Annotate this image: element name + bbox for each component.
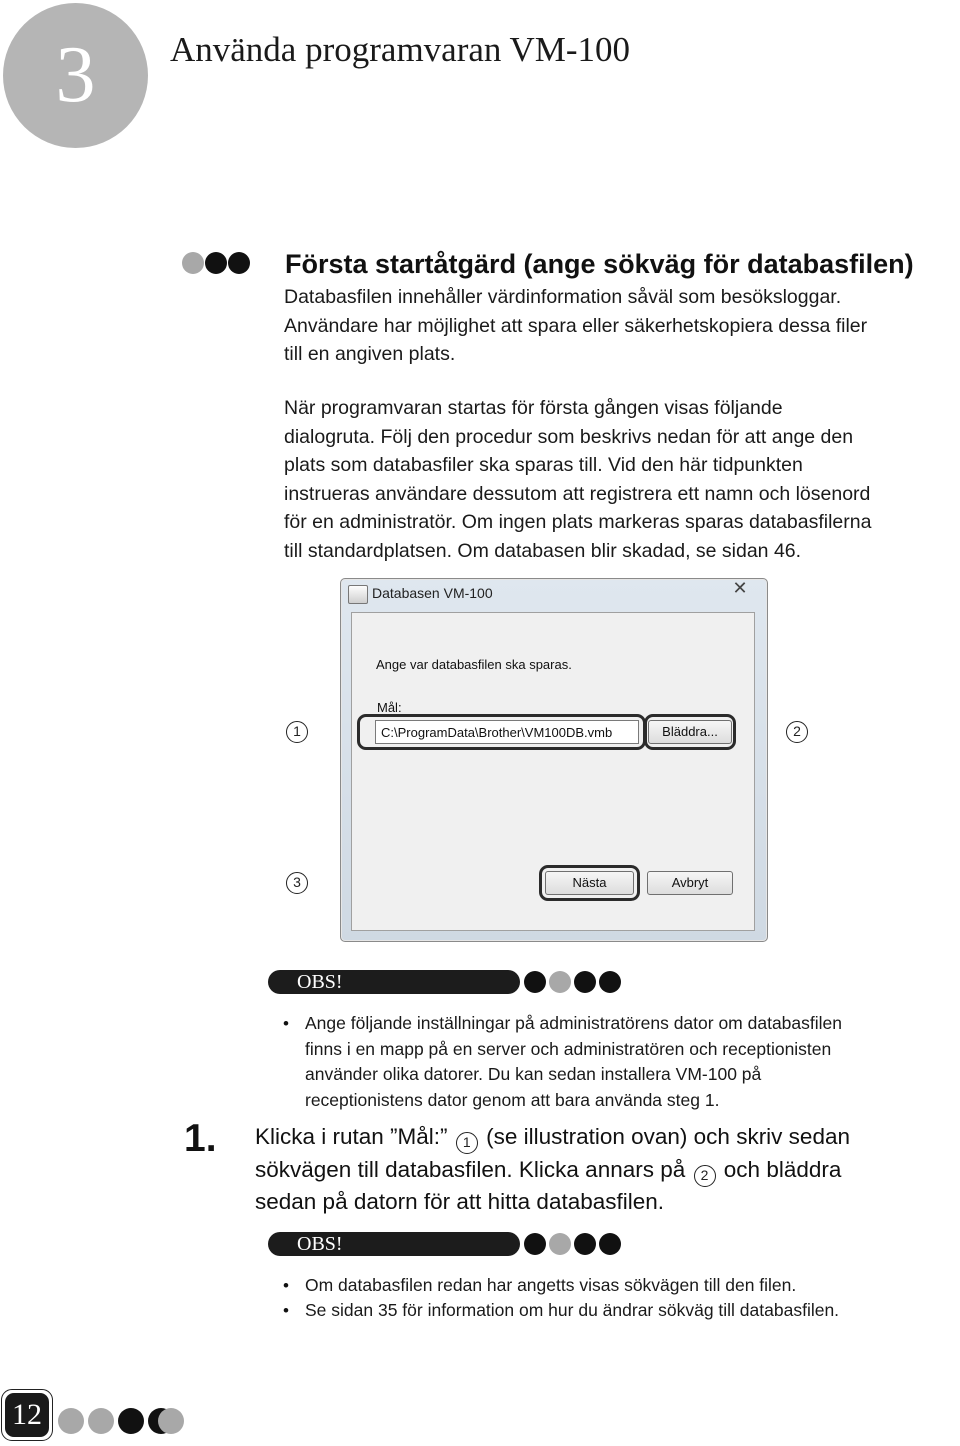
step-text-part: och bläddra — [723, 1156, 842, 1182]
section-dot-3 — [228, 252, 250, 274]
inline-callout-1: 1 — [456, 1132, 478, 1154]
callout-3: 3 — [286, 872, 308, 894]
footer-dot — [118, 1408, 144, 1434]
footer-dot — [158, 1408, 184, 1434]
chapter-title: Använda programvaran VM-100 — [170, 30, 631, 69]
paragraph-line: När programvaran startas för första gången visas följande — [284, 397, 783, 419]
app-icon — [348, 585, 368, 604]
page-number: 12 — [12, 1398, 42, 1431]
note-dot — [549, 971, 571, 993]
note-dot — [574, 971, 596, 993]
note-label: OBS! — [297, 971, 343, 993]
cancel-button[interactable]: Avbryt — [647, 871, 733, 895]
paragraph-line: instrueras användare dessutom att registrera ett namn och lösenord — [284, 482, 871, 505]
step-text-part: sedan på datorn för att hitta databasfilen. — [255, 1189, 665, 1214]
note-dot — [599, 1233, 621, 1255]
note-line: finns i en mapp på en server och administratören och receptionisten — [305, 1038, 832, 1059]
paragraph-line: till en angiven plats. — [284, 343, 456, 365]
dialog-prompt: Ange var databasfilen ska sparas. — [376, 657, 572, 672]
note-dot — [599, 971, 621, 993]
step-text-part: (se illustration ovan) och skriv sedan — [486, 1124, 850, 1149]
paragraph-line: plats som databasfiler ska sparas till. Vid den här tidpunkten — [284, 454, 803, 476]
bullet: • — [283, 1301, 289, 1320]
bullet: • — [283, 1276, 289, 1295]
step-text-part: sökvägen till databasfilen. Klicka annars på — [255, 1156, 686, 1182]
note2-item: Om databasfilen redan har angetts visas sökvägen till den filen. — [305, 1275, 797, 1295]
section-dot-1 — [182, 252, 204, 274]
note-dot — [524, 1233, 546, 1255]
bullet: • — [283, 1014, 289, 1033]
paragraph-line: Användare har möjlighet att spara eller säkerhetskopiera dessa filer — [284, 314, 868, 337]
inline-callout-2: 2 — [694, 1165, 716, 1187]
note-dot — [574, 1233, 596, 1255]
paragraph-line: för en administratör. Om ingen plats markeras sparas databasfilerna — [284, 511, 872, 533]
target-path-field[interactable]: C:\ProgramData\Brother\VM100DB.vmb — [375, 720, 639, 744]
note-line: använder olika datorer. Du kan sedan installera VM-100 på — [305, 1064, 762, 1084]
note2-item: Se sidan 35 för information om hur du ändrar sökväg till databasfilen. — [305, 1300, 840, 1320]
note-line: receptionistens dator genom att bara använda steg 1. — [305, 1089, 720, 1110]
footer-dot — [88, 1408, 114, 1434]
chapter-number: 3 — [55, 31, 96, 119]
section-title: Första startåtgärd (ange sökväg för databasfilen) — [285, 249, 914, 279]
instructions-paragraph — [284, 394, 960, 565]
next-button[interactable]: Nästa — [545, 871, 634, 895]
note-dot — [549, 1233, 571, 1255]
paragraph-line: dialogruta. Följ den procedur som beskrivs nedan för att ange den — [284, 425, 854, 448]
paragraph-line: till standardplatsen. Om databasen blir skadad, se sidan 46. — [284, 539, 802, 562]
paragraph-line: Databasfilen innehåller värdinformation såväl som besöksloggar. — [284, 286, 842, 308]
callout-2: 2 — [786, 721, 808, 743]
callout-1: 1 — [286, 721, 308, 743]
note-label: OBS! — [297, 1233, 343, 1255]
intro-paragraph — [284, 283, 960, 369]
browse-button[interactable]: Bläddra... — [648, 720, 732, 744]
step-text-part: Klicka i rutan ”Mål:” — [255, 1124, 448, 1149]
footer-dot — [58, 1408, 84, 1434]
note-line: Ange följande inställningar på administratörens dator om databasfilen — [305, 1013, 842, 1033]
close-icon[interactable]: ✕ — [732, 578, 748, 598]
note1-text — [305, 1011, 955, 1113]
step-text — [255, 1121, 960, 1219]
section-dot-2 — [205, 252, 227, 274]
note-dot — [524, 971, 546, 993]
target-label: Mål: — [377, 700, 402, 715]
dialog-title: Databasen VM-100 — [372, 585, 493, 601]
step-number: 1. — [184, 1117, 217, 1160]
